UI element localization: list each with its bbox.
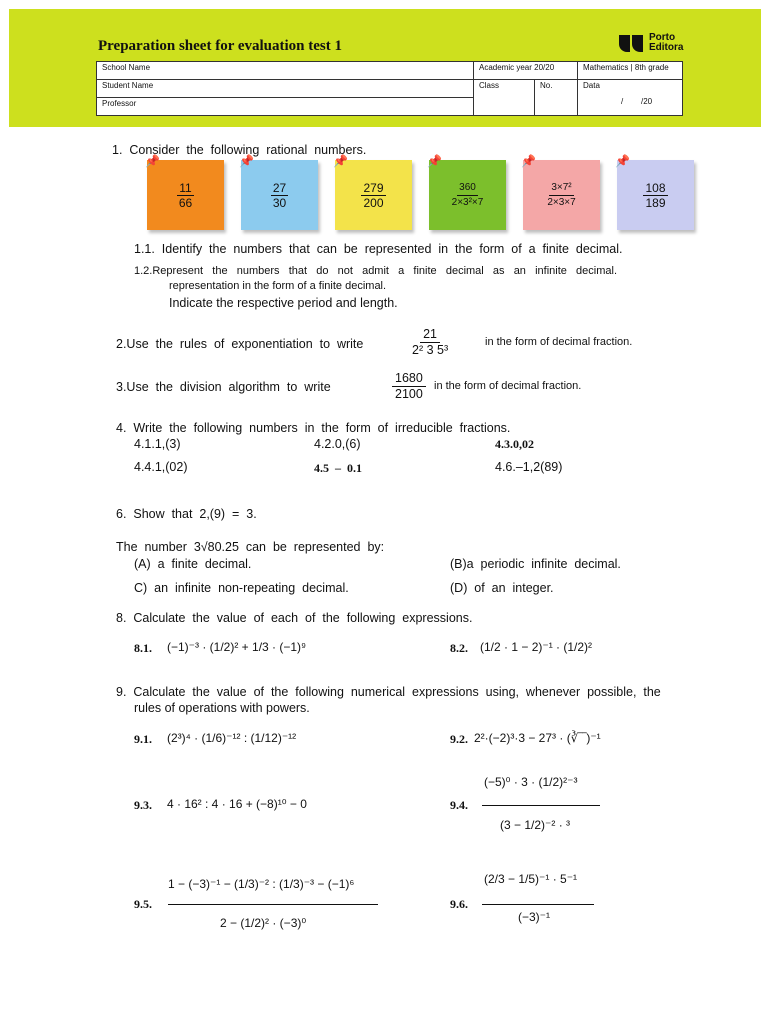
pushpin-icon: 📌 — [239, 154, 254, 168]
number-label: No. — [535, 80, 578, 116]
note-numerator: 3×7² — [549, 181, 573, 196]
q7-option-d: (D) of an integer. — [450, 581, 554, 595]
q3-numerator: 1680 — [392, 371, 426, 387]
q9-1-expression: (2³)⁴ · (1/6)⁻¹² : (1/12)⁻¹² — [167, 731, 297, 745]
q4-prompt: 4. Write the following numbers in the form of irreducible fractions. — [116, 421, 511, 435]
sticky-note — [427, 154, 506, 230]
q7-option-b: (B)a periodic infinite decimal. — [450, 557, 621, 571]
date-cell — [578, 80, 683, 116]
school-name-label: School Name — [97, 62, 474, 80]
q9-3-label: 9.3. — [134, 798, 152, 812]
q3-fraction — [392, 371, 426, 401]
q9-6-label: 9.6. — [450, 897, 468, 911]
q9-5-numerator: 1 − (−3)⁻¹ − (1/3)⁻² : (1/3)⁻³ − (−1)⁶ — [168, 877, 355, 891]
q4-item: 4.5 – 0.1 — [314, 461, 362, 475]
note-denominator: 30 — [272, 195, 287, 210]
page-title: Preparation sheet for evaluation test 1 — [98, 38, 342, 54]
q9-6-denominator: (−3)⁻¹ — [518, 910, 551, 924]
q4-item: 4.3.0,02 — [495, 437, 534, 451]
q9-4-denominator: (3 − 1/2)⁻² · ³ — [500, 818, 571, 832]
q8-1-label: 8.1. — [134, 641, 152, 655]
q9-prompt-line2: rules of operations with powers. — [134, 701, 310, 715]
date-value: / /20 — [621, 97, 653, 106]
q9-1-label: 9.1. — [134, 732, 152, 746]
q9-6-fraction-bar — [482, 904, 594, 905]
subject-label: Mathematics | 8th grade — [578, 62, 683, 80]
logo-line1: Porto — [649, 32, 676, 43]
q8-prompt: 8. Calculate the value of each of the following expressions. — [116, 611, 473, 625]
q2-suffix: in the form of decimal fraction. — [485, 336, 633, 348]
pushpin-icon: 📌 — [145, 154, 160, 168]
q8-2-expression: (1/2 · 1 − 2)⁻¹ · (1/2)² — [480, 640, 593, 654]
sticky-note — [333, 154, 412, 230]
q9-6-numerator: (2/3 − 1/5)⁻¹ · 5⁻¹ — [484, 872, 578, 886]
q1-sub2-line1: 1.2.Represent the numbers that do not admit a finite decimal as an infinite decimal. — [134, 265, 618, 277]
note-numerator: 11 — [179, 180, 192, 195]
q9-5-denominator: 2 − (1/2)² · (−3)⁰ — [220, 916, 307, 930]
q2-prompt: 2.Use the rules of exponentiation to write — [116, 337, 364, 351]
q4-item: 4.1.1,(3) — [134, 437, 181, 451]
q1-sub2-line3: Indicate the respective period and length. — [169, 296, 398, 310]
note-denominator: 2×3×7 — [547, 196, 576, 208]
q4-item: 4.2.0,(6) — [314, 437, 361, 451]
note-denominator: 189 — [645, 195, 666, 210]
pushpin-icon: 📌 — [427, 154, 442, 168]
q9-4-fraction-bar — [482, 805, 600, 806]
pushpin-icon: 📌 — [521, 154, 536, 168]
q2-numerator: 21 — [420, 327, 440, 343]
logo-line2: Editora — [649, 42, 684, 53]
q8-2-label: 8.2. — [450, 641, 468, 655]
q9-4-numerator: (−5)⁰ · 3 · (1/2)²⁻³ — [484, 775, 578, 789]
sticky-notes — [145, 154, 694, 230]
q3-prompt: 3.Use the division algorithm to write — [116, 380, 331, 394]
student-info-table — [96, 61, 683, 116]
q2-denominator: 2² 3 5³ — [412, 343, 449, 357]
q9-5-label: 9.5. — [134, 897, 152, 911]
sticky-note — [145, 154, 224, 230]
q7-prompt: The number 3√80.25 can be represented by: — [116, 540, 385, 554]
note-numerator: 108 — [645, 180, 666, 195]
pushpin-icon: 📌 — [333, 154, 348, 168]
q9-prompt-line1: 9. Calculate the value of the following numerical expressions using, whenever possible, the — [116, 685, 661, 699]
q9-2-expression: 2²·(−2)³·3 − 27³ · (∛‾‾)⁻¹ — [474, 731, 601, 745]
sticky-note — [239, 154, 318, 230]
note-numerator: 27 — [272, 180, 287, 195]
q2-fraction — [412, 327, 448, 357]
note-numerator: 360 — [457, 181, 478, 196]
publisher-logo — [619, 33, 683, 53]
q1-sub2-line2: representation in the form of a finite decimal. — [169, 280, 387, 292]
student-name-label: Student Name — [97, 80, 474, 98]
q4-item: 4.4.1,(02) — [134, 460, 188, 474]
q1-sub1: 1.1. Identify the numbers that can be represented in the form of a finite decimal. — [134, 242, 623, 256]
note-numerator: 279 — [363, 180, 384, 195]
note-denominator: 2×3²×7 — [451, 196, 484, 208]
professor-label: Professor — [97, 98, 474, 116]
academic-year-label: Academic year 20/20 — [474, 62, 578, 80]
q3-suffix: in the form of decimal fraction. — [434, 380, 582, 392]
note-denominator: 66 — [178, 195, 193, 210]
q6-prompt: 6. Show that 2,(9) = 3. — [116, 507, 257, 521]
note-denominator: 200 — [363, 195, 384, 210]
sticky-note — [615, 154, 694, 230]
q9-5-fraction-bar — [168, 904, 378, 905]
pushpin-icon: 📌 — [615, 154, 630, 168]
q7-option-c: C) an infinite non-repeating decimal. — [134, 581, 349, 595]
q9-4-label: 9.4. — [450, 798, 468, 812]
q4-item: 4.6.–1,2(89) — [495, 460, 563, 474]
q9-2-label: 9.2. — [450, 732, 468, 746]
q7-option-a: (A) a finite decimal. — [134, 557, 252, 571]
logo-mark-icon — [619, 35, 645, 52]
q9-3-expression: 4 · 16² : 4 · 16 + (−8)¹⁰ − 0 — [167, 797, 307, 811]
q1-prompt: 1. Consider the following rational numbers. — [112, 143, 367, 157]
sticky-note — [521, 154, 600, 230]
class-label: Class — [474, 80, 535, 116]
q3-denominator: 2100 — [395, 387, 423, 401]
date-label: Data — [583, 81, 600, 90]
q8-1-expression: (−1)⁻³ · (1/2)² + 1/3 · (−1)⁹ — [167, 640, 307, 654]
